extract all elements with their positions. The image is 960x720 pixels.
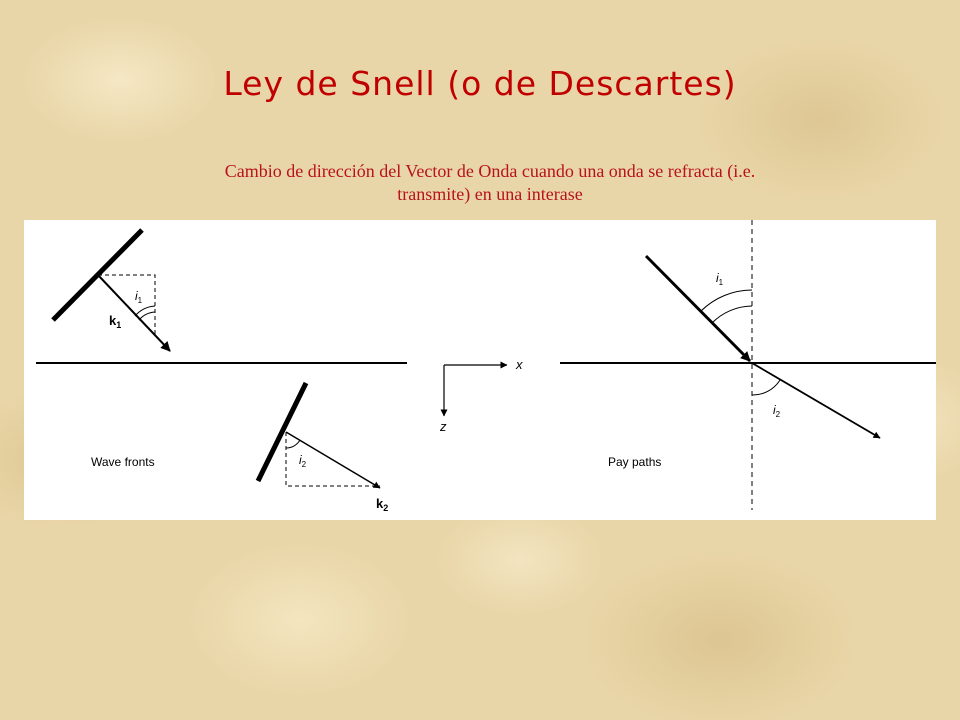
transmitted-angle-label: $i_2$	[299, 453, 307, 469]
wave-fronts-caption: Wave fronts	[91, 455, 155, 469]
transmitted-angle-arc	[286, 440, 300, 448]
refracted-ray-angle-arc	[752, 380, 780, 395]
refraction-diagram	[24, 220, 936, 520]
ray-paths-caption: Pay paths	[608, 455, 662, 469]
z-axis-label: z	[440, 419, 447, 434]
slide-title: Ley de Snell (o de Descartes)	[223, 64, 737, 103]
refraction-figure	[24, 220, 936, 520]
incident-ray-angle-arc-outer	[701, 290, 752, 311]
refracted-ray	[752, 363, 880, 438]
incident-vector-label: $k_1$	[109, 313, 122, 330]
slide-subtitle: Cambio de dirección del Vector de Onda cuando una onda se refracta (i.e. transmite) en una interase	[224, 161, 756, 204]
incident-ray-angle-label: $i_1$	[716, 271, 724, 287]
x-axis-label: x	[516, 357, 523, 372]
incident-angle-arc-inner	[139, 312, 155, 320]
incident-ray-angle-arc-inner	[712, 306, 752, 323]
refracted-ray-angle-label: $i_2$	[773, 403, 781, 419]
transmitted-vector-label: $k_2$	[376, 496, 389, 513]
incident-angle-label: $i_1$	[135, 289, 143, 305]
